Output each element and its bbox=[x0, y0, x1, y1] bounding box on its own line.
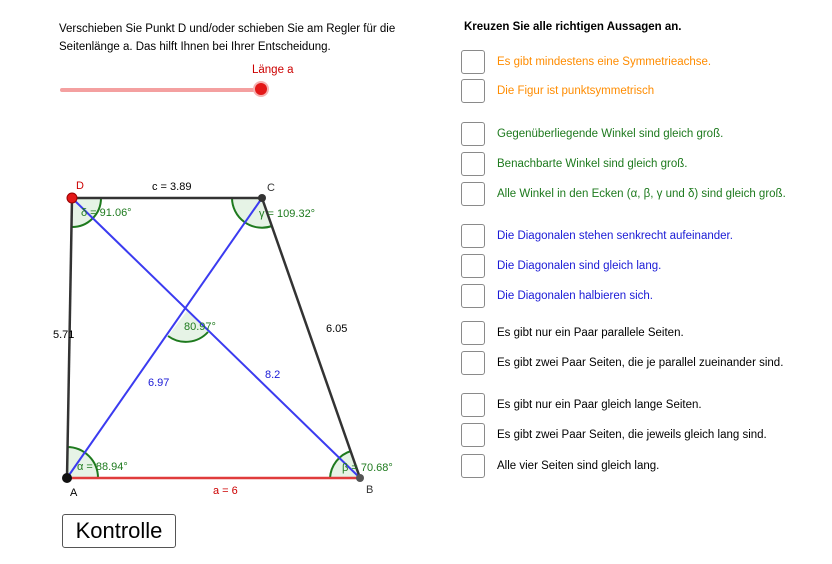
option-checkbox[interactable] bbox=[461, 254, 485, 278]
diagonal-ac-label: 6.97 bbox=[148, 377, 170, 389]
side-d-label: 5.71 bbox=[53, 329, 75, 341]
option-label: Es gibt nur ein Paar gleich lange Seiten. bbox=[497, 399, 702, 411]
side-b bbox=[262, 198, 360, 478]
point-a bbox=[62, 473, 72, 483]
point-d-handle[interactable] bbox=[67, 193, 77, 203]
option-checkbox[interactable] bbox=[461, 50, 485, 74]
side-c-label: c = 3.89 bbox=[152, 181, 192, 193]
angle-beta-label: β = 70.68° bbox=[342, 462, 393, 474]
option-checkbox[interactable] bbox=[461, 284, 485, 308]
diagonal-bd bbox=[72, 198, 360, 478]
option-label: Alle Winkel in den Ecken (α, β, γ und δ) sind gleich groß. bbox=[497, 188, 786, 200]
angle-gamma-label: γ = 109.32° bbox=[259, 208, 316, 220]
option-label: Die Diagonalen sind gleich lang. bbox=[497, 260, 662, 272]
instruction-text: Verschieben Sie Punkt D und/oder schieben Sie am Regler für die Seitenlänge a. Das hilft Ihnen bei Ihrer Entscheidung. bbox=[59, 23, 396, 53]
angle-alpha-label: α = 88.94° bbox=[77, 461, 128, 473]
point-c-label: C bbox=[267, 182, 275, 194]
kontrolle-button[interactable]: Kontrolle bbox=[62, 514, 176, 548]
option-label: Benachbarte Winkel sind gleich groß. bbox=[497, 158, 688, 170]
option-label: Es gibt zwei Paar Seiten, die je parallel zueinander sind. bbox=[497, 357, 784, 369]
point-d-label: D bbox=[76, 180, 84, 192]
point-b-label: B bbox=[366, 484, 374, 496]
option-checkbox[interactable] bbox=[461, 122, 485, 146]
side-a-label: a = 6 bbox=[213, 485, 238, 497]
option-label: Die Diagonalen stehen senkrecht aufeinander. bbox=[497, 230, 733, 242]
option-checkbox[interactable] bbox=[461, 393, 485, 417]
option-label: Es gibt nur ein Paar parallele Seiten. bbox=[497, 327, 684, 339]
diagonal-ac bbox=[67, 198, 262, 478]
option-checkbox[interactable] bbox=[461, 152, 485, 176]
option-label: Die Figur ist punktsymmetrisch bbox=[497, 85, 655, 97]
option-label: Gegenüberliegende Winkel sind gleich groß. bbox=[497, 128, 724, 140]
angle-intersection-label: 80.97° bbox=[184, 321, 216, 333]
option-checkbox[interactable] bbox=[461, 351, 485, 375]
option-checkbox[interactable] bbox=[461, 79, 485, 103]
side-b-label: 6.05 bbox=[326, 323, 348, 335]
option-checkbox[interactable] bbox=[461, 423, 485, 447]
option-checkbox[interactable] bbox=[461, 454, 485, 478]
option-label: Es gibt mindestens eine Symmetrieachse. bbox=[497, 56, 712, 68]
diagonal-bd-label: 8.2 bbox=[265, 369, 281, 381]
option-checkbox[interactable] bbox=[461, 321, 485, 345]
question-heading: Kreuzen Sie alle richtigen Aussagen an. bbox=[464, 21, 682, 33]
option-checkbox[interactable] bbox=[461, 182, 485, 206]
slider-label: Länge a bbox=[252, 64, 294, 76]
point-b bbox=[356, 474, 364, 482]
point-a-label: A bbox=[70, 487, 78, 499]
point-c bbox=[258, 194, 266, 202]
option-label: Es gibt zwei Paar Seiten, die jeweils gleich lang sind. bbox=[497, 429, 767, 441]
option-checkbox[interactable] bbox=[461, 224, 485, 248]
angle-delta-label: δ = 91.06° bbox=[81, 207, 132, 219]
option-label: Die Diagonalen halbieren sich. bbox=[497, 290, 653, 302]
option-label: Alle vier Seiten sind gleich lang. bbox=[497, 460, 660, 472]
